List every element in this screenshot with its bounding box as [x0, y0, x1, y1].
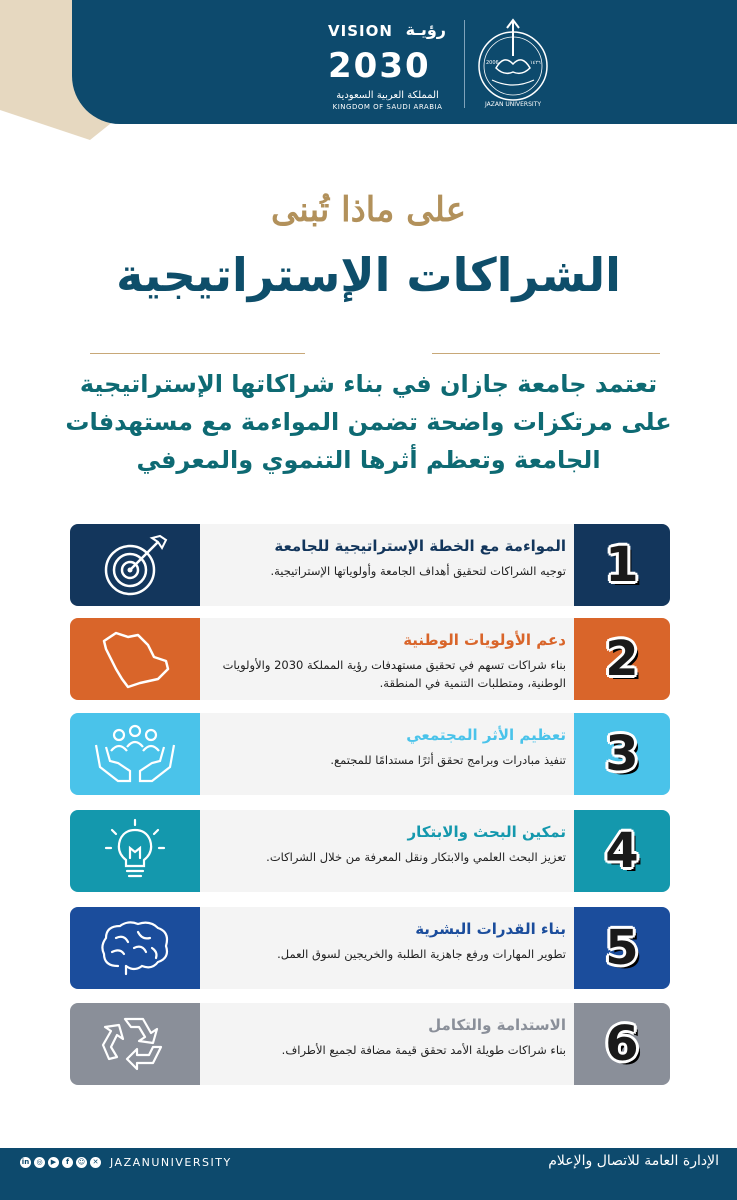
card-icon-panel — [70, 618, 200, 700]
footer-bar — [0, 1148, 737, 1200]
pillar-card-4 — [70, 810, 670, 892]
pillar-card-3 — [70, 713, 670, 795]
saudi-map-icon — [98, 627, 172, 691]
card-number-panel — [574, 1003, 670, 1085]
card-number: 4 — [605, 823, 639, 879]
divider-left — [90, 353, 305, 354]
pillar-card-1 — [70, 524, 670, 606]
card-icon-panel — [70, 907, 200, 989]
card-title: تعظيم الأثر المجتمعي — [406, 726, 566, 744]
intro-paragraph: تعتمد جامعة جازان في بناء شراكاتها الإستراتيجية على مرتكزات واضحة تضمن المواءمة مع مستهدفات الجامعة وتعظم أثرها التنموي والمعرفي — [65, 370, 672, 474]
card-number: 1 — [605, 537, 639, 593]
card-number: 3 — [605, 726, 639, 782]
university-english-name: JAZAN UNIVERSITY — [484, 101, 542, 108]
social-handle[interactable]: JAZANUNIVERSITY — [110, 1156, 232, 1169]
social-links — [20, 1156, 232, 1169]
linkedin-icon[interactable]: in — [21, 1158, 30, 1166]
brain-icon — [98, 918, 172, 978]
recycle-icon — [99, 1011, 171, 1077]
kingdom-arabic-label: المملكة العربية السعودية — [336, 90, 439, 101]
card-title: بناء القدرات البشرية — [415, 920, 566, 938]
facebook-icon[interactable]: f — [62, 1157, 73, 1168]
card-description: بناء شراكات طويلة الأمد تحقق قيمة مضافة لجميع الأطراف. — [281, 1043, 566, 1057]
card-icon-panel — [70, 1003, 200, 1085]
pillar-card-2 — [70, 618, 670, 700]
vision-english-label: VISION — [328, 22, 393, 40]
card-number-panel — [574, 618, 670, 700]
pillar-card-5 — [70, 907, 670, 989]
department-name: الإدارة العامة للاتصال والإعلام — [548, 1153, 719, 1169]
card-description: توجيه الشراكات لتحقيق أهداف الجامعة وأولوياتها الإستراتيجية. — [270, 564, 566, 578]
card-number: 2 — [605, 631, 639, 687]
card-number-panel — [574, 713, 670, 795]
card-description: بناء شراكات تسهم في تحقيق مستهدفات رؤية المملكة 2030 والأولويات الوطنية، ومتطلبات التنمية في المنطقة. — [222, 658, 566, 690]
header-banner — [72, 0, 737, 124]
card-title: دعم الأولويات الوطنية — [403, 631, 566, 649]
target-icon — [100, 532, 170, 598]
vision-2030-logo — [322, 18, 452, 110]
founding-year-right: ١٤٢٦ — [530, 60, 541, 66]
card-number: 6 — [605, 1016, 639, 1072]
snapchat-icon[interactable]: ☺ — [77, 1158, 86, 1166]
instagram-icon[interactable]: ◎ — [34, 1157, 45, 1168]
vision-arabic-label: رؤيـة — [405, 20, 446, 39]
jazan-university-logo — [474, 16, 552, 108]
community-hands-icon — [92, 721, 178, 787]
lightbulb-icon — [102, 818, 168, 884]
youtube-icon[interactable]: ▶ — [48, 1157, 59, 1168]
founding-year-left: 2006 — [486, 60, 499, 66]
title-line-1: على ماذا تُبنى — [270, 190, 467, 230]
divider-right — [432, 353, 660, 354]
card-icon-panel — [70, 810, 200, 892]
card-icon-panel — [70, 524, 200, 606]
card-description: تنفيذ مبادرات وبرامج تحقق أثرًا مستدامًا للمجتمع. — [330, 753, 566, 767]
x-icon[interactable]: ✕ — [90, 1157, 101, 1168]
vision-year: 2030 — [328, 46, 431, 86]
header-divider — [464, 20, 465, 108]
card-number: 5 — [605, 920, 639, 976]
kingdom-english-label: KINGDOM OF SAUDI ARABIA — [332, 103, 443, 111]
pillar-card-6 — [70, 1003, 670, 1085]
card-number-panel — [574, 907, 670, 989]
title-line-2: الشراكات الإستراتيجية — [116, 248, 621, 302]
card-title: تمكين البحث والابتكار — [407, 823, 566, 841]
card-title: المواءمة مع الخطة الإستراتيجية للجامعة — [274, 537, 566, 555]
card-icon-panel — [70, 713, 200, 795]
card-number-panel — [574, 810, 670, 892]
card-number-panel — [574, 524, 670, 606]
card-title: الاستدامة والتكامل — [428, 1016, 566, 1034]
card-description: تطوير المهارات ورفع جاهزية الطلبة والخريجين لسوق العمل. — [277, 947, 566, 961]
card-description: تعزيز البحث العلمي والابتكار ونقل المعرفة من خلال الشراكات. — [266, 850, 566, 864]
